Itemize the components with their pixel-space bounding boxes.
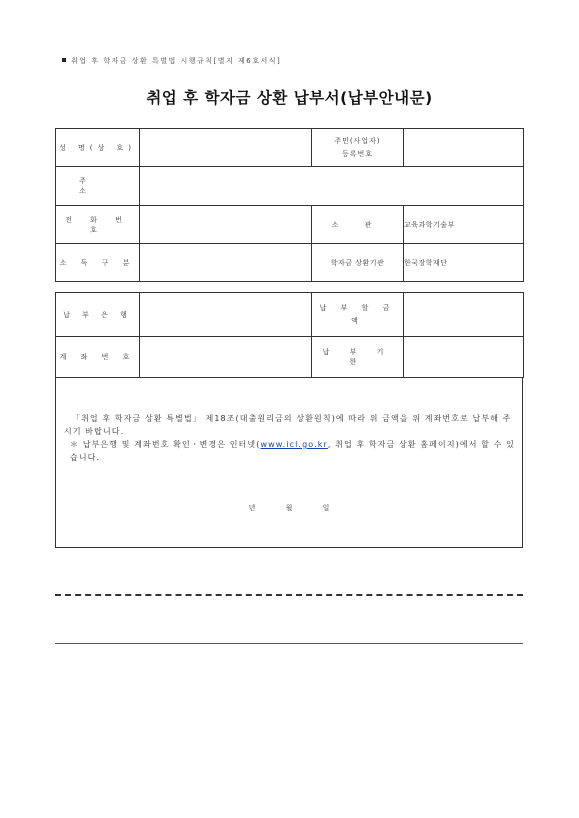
cut-line-divider xyxy=(55,594,523,596)
table-row xyxy=(56,206,524,244)
registration-number-label xyxy=(312,129,404,167)
table-row xyxy=(56,167,524,206)
notice-footnote-prefix: ＊ 납부은행 및 계좌번호 확인ㆍ변경은 인터넷( xyxy=(70,440,261,449)
registration-number-label-line1: 주민(사업자) xyxy=(334,136,381,145)
income-type-label: 소 득 구 분 xyxy=(56,244,140,282)
registration-number-label-line2: 등록번호 xyxy=(341,149,374,158)
phone-label: 전 화 번 호 xyxy=(56,206,140,244)
payment-deadline-field[interactable] xyxy=(404,337,524,378)
table-row xyxy=(56,293,524,337)
notice-box xyxy=(55,377,523,548)
bottom-divider xyxy=(55,643,523,644)
form-header-note xyxy=(62,56,281,66)
registration-number-field[interactable] xyxy=(404,129,524,167)
table-row xyxy=(56,244,524,282)
income-type-field[interactable] xyxy=(140,244,312,282)
notice-paragraph: 「취업 후 학자금 상환 특별법」 제18조(대출원리금의 상환원칙)에 따라 위 금액을 위 계좌번호로 납부해 주시기 바랍니다. xyxy=(64,414,512,436)
website-link[interactable]: www.icl.go.kr xyxy=(260,440,328,449)
date-day-label: 일 xyxy=(322,504,330,512)
table-row xyxy=(56,129,524,167)
payment-amount-field[interactable] xyxy=(404,293,524,337)
address-field[interactable] xyxy=(140,167,524,206)
payment-bank-field[interactable] xyxy=(140,293,312,337)
form-header-note-text: 취업 후 학자금 상환 특별법 시행규칙[별지 제6호서식] xyxy=(71,57,282,65)
account-number-label: 계 좌 번 호 xyxy=(56,337,140,378)
payment-bank-label: 납 부 은 행 xyxy=(56,293,140,337)
date-year-label: 년 xyxy=(248,504,256,512)
repayment-agency-value: 한국장학재단 xyxy=(404,244,524,282)
payment-info-table xyxy=(55,292,524,378)
account-number-field[interactable] xyxy=(140,337,312,378)
payer-info-table xyxy=(55,128,524,282)
address-label: 주 소 xyxy=(56,167,140,206)
notice-footnote-suffix: , 취업 후 학자금 상환 홈페이지)에서 할 수 있습니다. xyxy=(70,440,515,462)
date-month-label: 월 xyxy=(285,504,293,512)
name-field[interactable] xyxy=(140,129,312,167)
notice-footnote xyxy=(70,438,516,464)
name-label: 성 명(상 호) xyxy=(56,129,140,167)
payment-amount-label-line1: 납 부 할 금 xyxy=(319,303,396,312)
repayment-agency-label: 학자금 상환기관 xyxy=(312,244,404,282)
payment-amount-label xyxy=(312,293,404,337)
payment-deadline-label: 납 부 기 한 xyxy=(312,337,404,378)
square-bullet-icon xyxy=(62,58,66,62)
authority-value: 교육과학기술부 xyxy=(404,206,524,244)
table-row xyxy=(56,337,524,378)
payment-amount-label-line2: 액 xyxy=(351,316,364,325)
authority-label: 소 관 xyxy=(312,206,404,244)
phone-field[interactable] xyxy=(140,206,312,244)
page-title: 취업 후 학자금 상환 납부서(납부안내문) xyxy=(146,89,433,107)
date-line xyxy=(56,503,522,513)
